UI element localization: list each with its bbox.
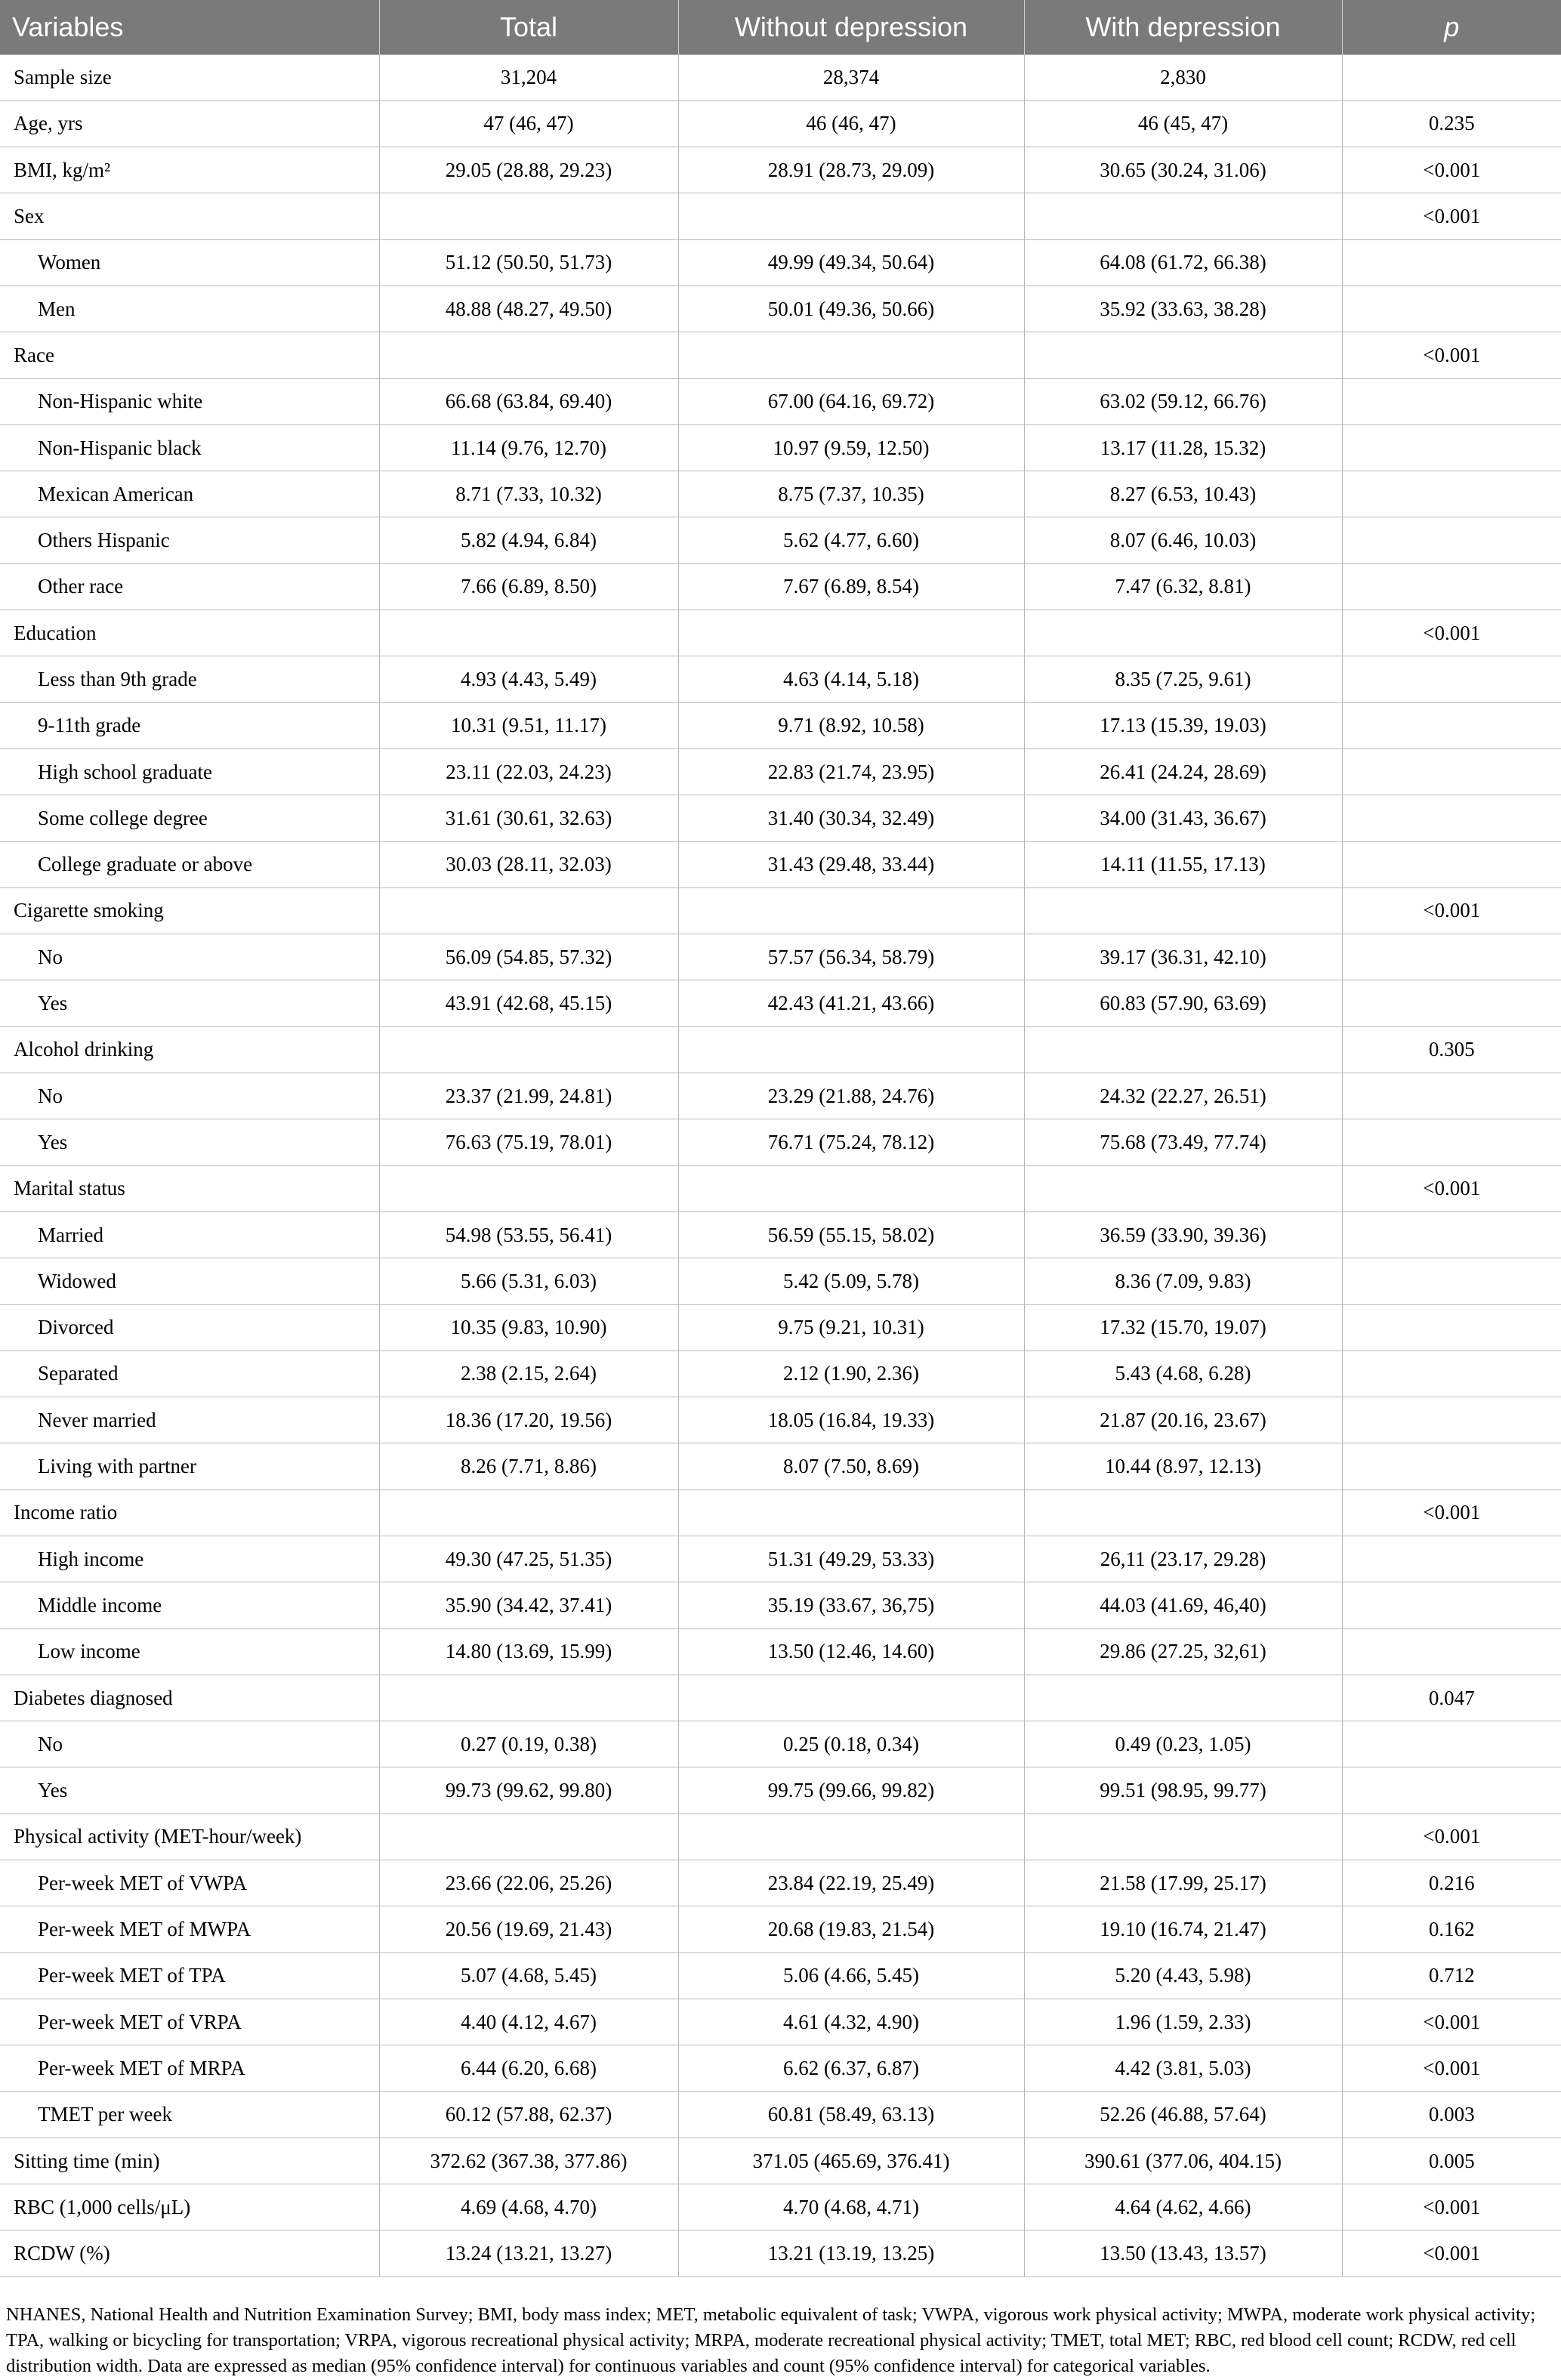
row-label: Physical activity (MET-hour/week) xyxy=(0,1814,379,1860)
cell-without-depression xyxy=(678,1675,1024,1721)
cell-p-value xyxy=(1342,934,1561,980)
cell-total: 47 (46, 47) xyxy=(379,100,678,147)
cell-without-depression: 0.25 (0.18, 0.34) xyxy=(678,1721,1024,1767)
row-label: Non-Hispanic black xyxy=(0,424,379,471)
cell-total: 4.93 (4.43, 5.49) xyxy=(379,656,678,702)
cell-without-depression: 7.67 (6.89, 8.54) xyxy=(678,563,1024,610)
table-row xyxy=(0,934,1561,980)
cell-total: 5.07 (4.68, 5.45) xyxy=(379,1952,678,1999)
table-row xyxy=(0,887,1561,934)
header-total: Total xyxy=(379,0,678,54)
cell-with-depression xyxy=(1024,887,1342,934)
cell-without-depression: 23.84 (22.19, 25.49) xyxy=(678,1860,1024,1906)
cell-p-value xyxy=(1342,1721,1561,1767)
cell-with-depression: 34.00 (31.43, 36.67) xyxy=(1024,795,1342,841)
cell-p-value: 0.005 xyxy=(1342,2138,1561,2184)
table-row xyxy=(0,2184,1561,2230)
header-with-depression: With depression xyxy=(1024,0,1342,54)
cell-without-depression: 4.61 (4.32, 4.90) xyxy=(678,1999,1024,2045)
cell-p-value: 0.162 xyxy=(1342,1906,1561,1952)
cell-without-depression: 28.91 (28.73, 29.09) xyxy=(678,147,1024,193)
table-row xyxy=(0,656,1561,702)
cell-total: 56.09 (54.85, 57.32) xyxy=(379,934,678,980)
cell-with-depression: 52.26 (46.88, 57.64) xyxy=(1024,2091,1342,2138)
cell-with-depression: 17.13 (15.39, 19.03) xyxy=(1024,702,1342,749)
cell-total: 20.56 (19.69, 21.43) xyxy=(379,1906,678,1952)
cell-with-depression: 8.36 (7.09, 9.83) xyxy=(1024,1258,1342,1304)
cell-with-depression: 4.42 (3.81, 5.03) xyxy=(1024,2045,1342,2091)
row-label: High school graduate xyxy=(0,749,379,795)
cell-with-depression: 39.17 (36.31, 42.10) xyxy=(1024,934,1342,980)
cell-total: 23.37 (21.99, 24.81) xyxy=(379,1073,678,1119)
table-row xyxy=(0,1628,1561,1675)
table-row xyxy=(0,1814,1561,1860)
cell-with-depression: 26,11 (23.17, 29.28) xyxy=(1024,1536,1342,1582)
row-label: BMI, kg/m² xyxy=(0,147,379,193)
row-label: Middle income xyxy=(0,1582,379,1628)
table-row xyxy=(0,471,1561,517)
cell-without-depression xyxy=(678,193,1024,239)
cell-p-value xyxy=(1342,286,1561,332)
cell-without-depression: 5.06 (4.66, 5.45) xyxy=(678,1952,1024,1999)
row-label: Less than 9th grade xyxy=(0,656,379,702)
cell-with-depression: 21.58 (17.99, 25.17) xyxy=(1024,1860,1342,1906)
table-row xyxy=(0,1860,1561,1906)
cell-with-depression: 8.07 (6.46, 10.03) xyxy=(1024,517,1342,563)
cell-with-depression: 36.59 (33.90, 39.36) xyxy=(1024,1212,1342,1258)
table-row xyxy=(0,1675,1561,1721)
cell-without-depression: 8.07 (7.50, 8.69) xyxy=(678,1443,1024,1489)
cell-total: 5.66 (5.31, 6.03) xyxy=(379,1258,678,1304)
row-label: Diabetes diagnosed xyxy=(0,1675,379,1721)
cell-with-depression xyxy=(1024,610,1342,656)
cell-without-depression: 49.99 (49.34, 50.64) xyxy=(678,239,1024,286)
row-label: TMET per week xyxy=(0,2091,379,2138)
cell-p-value: <0.001 xyxy=(1342,2045,1561,2091)
cell-with-depression: 64.08 (61.72, 66.38) xyxy=(1024,239,1342,286)
table-row xyxy=(0,1165,1561,1212)
cell-total: 43.91 (42.68, 45.15) xyxy=(379,980,678,1026)
cell-p-value xyxy=(1342,517,1561,563)
cell-total: 6.44 (6.20, 6.68) xyxy=(379,2045,678,2091)
cell-p-value xyxy=(1342,563,1561,610)
cell-without-depression: 23.29 (21.88, 24.76) xyxy=(678,1073,1024,1119)
cell-p-value: 0.235 xyxy=(1342,100,1561,147)
cell-total: 4.40 (4.12, 4.67) xyxy=(379,1999,678,2045)
table-row xyxy=(0,1582,1561,1628)
cell-p-value: <0.001 xyxy=(1342,1814,1561,1860)
cell-total: 51.12 (50.50, 51.73) xyxy=(379,239,678,286)
cell-with-depression: 29.86 (27.25, 32,61) xyxy=(1024,1628,1342,1675)
cell-total: 10.31 (9.51, 11.17) xyxy=(379,702,678,749)
cell-total: 23.11 (22.03, 24.23) xyxy=(379,749,678,795)
cell-p-value xyxy=(1342,1582,1561,1628)
cell-with-depression: 4.64 (4.62, 4.66) xyxy=(1024,2184,1342,2230)
cell-without-depression: 51.31 (49.29, 53.33) xyxy=(678,1536,1024,1582)
row-label: RCDW (%) xyxy=(0,2230,379,2277)
row-label: College graduate or above xyxy=(0,841,379,887)
row-label: No xyxy=(0,1721,379,1767)
cell-without-depression: 28,374 xyxy=(678,54,1024,100)
cell-total: 23.66 (22.06, 25.26) xyxy=(379,1860,678,1906)
cell-without-depression: 35.19 (33.67, 36,75) xyxy=(678,1582,1024,1628)
cell-total: 2.38 (2.15, 2.64) xyxy=(379,1351,678,1397)
cell-p-value: <0.001 xyxy=(1342,193,1561,239)
row-label: 9-11th grade xyxy=(0,702,379,749)
table-row xyxy=(0,193,1561,239)
row-label: Age, yrs xyxy=(0,100,379,147)
table-row xyxy=(0,2091,1561,2138)
cell-without-depression: 60.81 (58.49, 63.13) xyxy=(678,2091,1024,2138)
table-header xyxy=(0,0,1561,54)
cell-with-depression: 7.47 (6.32, 8.81) xyxy=(1024,563,1342,610)
cell-without-depression: 67.00 (64.16, 69.72) xyxy=(678,378,1024,424)
cell-with-depression: 46 (45, 47) xyxy=(1024,100,1342,147)
cell-total: 29.05 (28.88, 29.23) xyxy=(379,147,678,193)
table-row xyxy=(0,2045,1561,2091)
cell-p-value xyxy=(1342,378,1561,424)
cell-without-depression: 99.75 (99.66, 99.82) xyxy=(678,1767,1024,1814)
table-row xyxy=(0,702,1561,749)
cell-total xyxy=(379,1489,678,1536)
row-label: Race xyxy=(0,332,379,378)
cell-without-depression: 371.05 (465.69, 376.41) xyxy=(678,2138,1024,2184)
cell-with-depression: 44.03 (41.69, 46,40) xyxy=(1024,1582,1342,1628)
cell-with-depression: 75.68 (73.49, 77.74) xyxy=(1024,1119,1342,1165)
cell-total: 0.27 (0.19, 0.38) xyxy=(379,1721,678,1767)
row-label: Low income xyxy=(0,1628,379,1675)
table-row xyxy=(0,1721,1561,1767)
cell-with-depression: 30.65 (30.24, 31.06) xyxy=(1024,147,1342,193)
header-variables: Variables xyxy=(0,0,379,54)
cell-with-depression xyxy=(1024,1165,1342,1212)
cell-p-value: <0.001 xyxy=(1342,1999,1561,2045)
cell-p-value xyxy=(1342,1258,1561,1304)
cell-with-depression: 63.02 (59.12, 66.76) xyxy=(1024,378,1342,424)
cell-total xyxy=(379,887,678,934)
table-row xyxy=(0,517,1561,563)
row-label: No xyxy=(0,934,379,980)
table-row xyxy=(0,1073,1561,1119)
cell-without-depression xyxy=(678,1814,1024,1860)
cell-p-value: 0.712 xyxy=(1342,1952,1561,1999)
cell-without-depression: 18.05 (16.84, 19.33) xyxy=(678,1397,1024,1443)
table-row xyxy=(0,2138,1561,2184)
cell-total: 31,204 xyxy=(379,54,678,100)
table-row xyxy=(0,749,1561,795)
header-row xyxy=(0,0,1561,54)
cell-p-value xyxy=(1342,471,1561,517)
table-row xyxy=(0,1212,1561,1258)
row-label: High income xyxy=(0,1536,379,1582)
cell-total: 49.30 (47.25, 51.35) xyxy=(379,1536,678,1582)
table-row xyxy=(0,54,1561,100)
cell-without-depression: 4.70 (4.68, 4.71) xyxy=(678,2184,1024,2230)
cell-without-depression: 57.57 (56.34, 58.79) xyxy=(678,934,1024,980)
cell-total: 76.63 (75.19, 78.01) xyxy=(379,1119,678,1165)
row-label: Per-week MET of TPA xyxy=(0,1952,379,1999)
cell-with-depression: 13.50 (13.43, 13.57) xyxy=(1024,2230,1342,2277)
table-body xyxy=(0,54,1561,2277)
table-row xyxy=(0,1351,1561,1397)
cell-without-depression: 8.75 (7.37, 10.35) xyxy=(678,471,1024,517)
table-row xyxy=(0,1026,1561,1073)
cell-p-value xyxy=(1342,1073,1561,1119)
cell-without-depression xyxy=(678,1489,1024,1536)
cell-p-value xyxy=(1342,702,1561,749)
cell-p-value: <0.001 xyxy=(1342,1489,1561,1536)
table-row xyxy=(0,424,1561,471)
row-label: Women xyxy=(0,239,379,286)
cell-p-value: <0.001 xyxy=(1342,610,1561,656)
cell-p-value xyxy=(1342,1351,1561,1397)
table-row xyxy=(0,332,1561,378)
cell-p-value: <0.001 xyxy=(1342,2184,1561,2230)
cell-p-value xyxy=(1342,980,1561,1026)
table-row xyxy=(0,147,1561,193)
cell-p-value: 0.216 xyxy=(1342,1860,1561,1906)
cell-with-depression xyxy=(1024,1489,1342,1536)
table-row xyxy=(0,1119,1561,1165)
cell-without-depression: 13.50 (12.46, 14.60) xyxy=(678,1628,1024,1675)
cell-p-value xyxy=(1342,656,1561,702)
table-row xyxy=(0,795,1561,841)
cell-p-value xyxy=(1342,1212,1561,1258)
cell-total xyxy=(379,1026,678,1073)
row-label: Sitting time (min) xyxy=(0,2138,379,2184)
cell-p-value xyxy=(1342,1767,1561,1814)
cell-p-value: 0.003 xyxy=(1342,2091,1561,2138)
cell-with-depression: 390.61 (377.06, 404.15) xyxy=(1024,2138,1342,2184)
cell-p-value: <0.001 xyxy=(1342,147,1561,193)
cell-without-depression: 31.40 (30.34, 32.49) xyxy=(678,795,1024,841)
table-row xyxy=(0,100,1561,147)
row-label: Some college degree xyxy=(0,795,379,841)
cell-total: 99.73 (99.62, 99.80) xyxy=(379,1767,678,1814)
cell-with-depression: 8.27 (6.53, 10.43) xyxy=(1024,471,1342,517)
cell-with-depression: 2,830 xyxy=(1024,54,1342,100)
cell-with-depression: 8.35 (7.25, 9.61) xyxy=(1024,656,1342,702)
cell-total: 372.62 (367.38, 377.86) xyxy=(379,2138,678,2184)
cell-with-depression: 5.43 (4.68, 6.28) xyxy=(1024,1351,1342,1397)
cell-without-depression: 42.43 (41.21, 43.66) xyxy=(678,980,1024,1026)
cell-total: 7.66 (6.89, 8.50) xyxy=(379,563,678,610)
table-row xyxy=(0,841,1561,887)
cell-with-depression: 1.96 (1.59, 2.33) xyxy=(1024,1999,1342,2045)
cell-total: 11.14 (9.76, 12.70) xyxy=(379,424,678,471)
cell-p-value: <0.001 xyxy=(1342,332,1561,378)
cell-p-value xyxy=(1342,749,1561,795)
table-row xyxy=(0,1443,1561,1489)
cell-total xyxy=(379,193,678,239)
cell-total: 14.80 (13.69, 15.99) xyxy=(379,1628,678,1675)
cell-without-depression: 6.62 (6.37, 6.87) xyxy=(678,2045,1024,2091)
cell-total xyxy=(379,332,678,378)
cell-with-depression xyxy=(1024,193,1342,239)
cell-total: 8.71 (7.33, 10.32) xyxy=(379,471,678,517)
cell-total: 60.12 (57.88, 62.37) xyxy=(379,2091,678,2138)
cell-with-depression: 17.32 (15.70, 19.07) xyxy=(1024,1304,1342,1351)
cell-with-depression: 24.32 (22.27, 26.51) xyxy=(1024,1073,1342,1119)
cell-p-value xyxy=(1342,239,1561,286)
cell-p-value: <0.001 xyxy=(1342,1165,1561,1212)
cell-with-depression xyxy=(1024,1675,1342,1721)
cell-p-value xyxy=(1342,1119,1561,1165)
cell-with-depression: 5.20 (4.43, 5.98) xyxy=(1024,1952,1342,1999)
cell-p-value xyxy=(1342,424,1561,471)
cell-p-value: 0.305 xyxy=(1342,1026,1561,1073)
row-label: Separated xyxy=(0,1351,379,1397)
table-row xyxy=(0,1952,1561,1999)
cell-with-depression: 26.41 (24.24, 28.69) xyxy=(1024,749,1342,795)
cell-total: 48.88 (48.27, 49.50) xyxy=(379,286,678,332)
table-row xyxy=(0,563,1561,610)
table-row xyxy=(0,1258,1561,1304)
cell-p-value: <0.001 xyxy=(1342,887,1561,934)
table-row xyxy=(0,239,1561,286)
cell-total: 66.68 (63.84, 69.40) xyxy=(379,378,678,424)
cell-total xyxy=(379,1165,678,1212)
cell-without-depression: 9.71 (8.92, 10.58) xyxy=(678,702,1024,749)
table-row xyxy=(0,1999,1561,2045)
cell-total: 5.82 (4.94, 6.84) xyxy=(379,517,678,563)
cell-without-depression xyxy=(678,887,1024,934)
cell-with-depression xyxy=(1024,332,1342,378)
header-without-depression: Without depression xyxy=(678,0,1024,54)
row-label: Living with partner xyxy=(0,1443,379,1489)
cell-total: 18.36 (17.20, 19.56) xyxy=(379,1397,678,1443)
cell-without-depression xyxy=(678,1026,1024,1073)
cell-without-depression: 5.62 (4.77, 6.60) xyxy=(678,517,1024,563)
cell-total: 30.03 (28.11, 32.03) xyxy=(379,841,678,887)
cell-without-depression xyxy=(678,610,1024,656)
row-label: Per-week MET of VWPA xyxy=(0,1860,379,1906)
row-label: Other race xyxy=(0,563,379,610)
cell-p-value xyxy=(1342,795,1561,841)
cell-without-depression: 4.63 (4.14, 5.18) xyxy=(678,656,1024,702)
row-label: Married xyxy=(0,1212,379,1258)
cell-with-depression: 19.10 (16.74, 21.47) xyxy=(1024,1906,1342,1952)
cell-with-depression: 0.49 (0.23, 1.05) xyxy=(1024,1721,1342,1767)
cell-with-depression: 35.92 (33.63, 38.28) xyxy=(1024,286,1342,332)
table-row xyxy=(0,1489,1561,1536)
cell-without-depression: 56.59 (55.15, 58.02) xyxy=(678,1212,1024,1258)
cell-total: 13.24 (13.21, 13.27) xyxy=(379,2230,678,2277)
cell-without-depression: 9.75 (9.21, 10.31) xyxy=(678,1304,1024,1351)
row-label: No xyxy=(0,1073,379,1119)
row-label: Never married xyxy=(0,1397,379,1443)
cell-total: 35.90 (34.42, 37.41) xyxy=(379,1582,678,1628)
cell-p-value xyxy=(1342,1536,1561,1582)
cell-with-depression: 60.83 (57.90, 63.69) xyxy=(1024,980,1342,1026)
row-label: Non-Hispanic white xyxy=(0,378,379,424)
cell-p-value xyxy=(1342,54,1561,100)
cell-with-depression xyxy=(1024,1814,1342,1860)
table-row xyxy=(0,1536,1561,1582)
table-row xyxy=(0,980,1561,1026)
cell-with-depression: 10.44 (8.97, 12.13) xyxy=(1024,1443,1342,1489)
row-label: Education xyxy=(0,610,379,656)
row-label: Others Hispanic xyxy=(0,517,379,563)
cell-without-depression: 20.68 (19.83, 21.54) xyxy=(678,1906,1024,1952)
cell-with-depression: 13.17 (11.28, 15.32) xyxy=(1024,424,1342,471)
table-row xyxy=(0,1767,1561,1814)
cell-without-depression xyxy=(678,332,1024,378)
cell-total: 31.61 (30.61, 32.63) xyxy=(379,795,678,841)
table-row xyxy=(0,286,1561,332)
row-label: Cigarette smoking xyxy=(0,887,379,934)
cell-total: 4.69 (4.68, 4.70) xyxy=(379,2184,678,2230)
row-label: Yes xyxy=(0,1119,379,1165)
row-label: Alcohol drinking xyxy=(0,1026,379,1073)
cell-with-depression xyxy=(1024,1026,1342,1073)
cell-with-depression: 21.87 (20.16, 23.67) xyxy=(1024,1397,1342,1443)
row-label: Divorced xyxy=(0,1304,379,1351)
row-label: Income ratio xyxy=(0,1489,379,1536)
cell-without-depression: 10.97 (9.59, 12.50) xyxy=(678,424,1024,471)
cell-total xyxy=(379,610,678,656)
cell-p-value: 0.047 xyxy=(1342,1675,1561,1721)
row-label: Yes xyxy=(0,980,379,1026)
row-label: Sex xyxy=(0,193,379,239)
row-label: Yes xyxy=(0,1767,379,1814)
table-row xyxy=(0,1397,1561,1443)
cell-without-depression: 2.12 (1.90, 2.36) xyxy=(678,1351,1024,1397)
table-row xyxy=(0,610,1561,656)
table-footnote: NHANES, National Health and Nutrition Examination Survey; BMI, body mass index; MET, metabolic equivalent of task; VWPA, vigorous work physical activity; MWPA, moderate work physical activity; TPA, walking or bicycling for transportation; VRPA, vigorous recreational physical activity; MRPA, moderate recreational physical activity; TMET, total MET; RBC, red blood cell count; RCDW, red cell distribution width. Data are expressed as median (95% confidence interval) for continuous variables and count (95% confidence interval) for categorical variables. xyxy=(6,2304,1536,2376)
cell-p-value xyxy=(1342,841,1561,887)
cell-total: 54.98 (53.55, 56.41) xyxy=(379,1212,678,1258)
table-row xyxy=(0,378,1561,424)
cell-without-depression: 22.83 (21.74, 23.95) xyxy=(678,749,1024,795)
cell-without-depression xyxy=(678,1165,1024,1212)
cell-without-depression: 13.21 (13.19, 13.25) xyxy=(678,2230,1024,2277)
table-row xyxy=(0,1906,1561,1952)
row-label: Men xyxy=(0,286,379,332)
header-p-value: p xyxy=(1444,11,1460,42)
cell-without-depression: 31.43 (29.48, 33.44) xyxy=(678,841,1024,887)
row-label: Per-week MET of MWPA xyxy=(0,1906,379,1952)
row-label: Sample size xyxy=(0,54,379,100)
cell-with-depression: 99.51 (98.95, 99.77) xyxy=(1024,1767,1342,1814)
cell-total: 10.35 (9.83, 10.90) xyxy=(379,1304,678,1351)
row-label: RBC (1,000 cells/μL) xyxy=(0,2184,379,2230)
cell-p-value xyxy=(1342,1443,1561,1489)
cell-p-value xyxy=(1342,1628,1561,1675)
row-label: Per-week MET of MRPA xyxy=(0,2045,379,2091)
table-row xyxy=(0,1304,1561,1351)
cell-total xyxy=(379,1675,678,1721)
table-row xyxy=(0,2230,1561,2277)
cell-without-depression: 76.71 (75.24, 78.12) xyxy=(678,1119,1024,1165)
cell-p-value: <0.001 xyxy=(1342,2230,1561,2277)
cell-total: 8.26 (7.71, 8.86) xyxy=(379,1443,678,1489)
cell-total xyxy=(379,1814,678,1860)
cell-without-depression: 46 (46, 47) xyxy=(678,100,1024,147)
row-label: Marital status xyxy=(0,1165,379,1212)
cell-without-depression: 5.42 (5.09, 5.78) xyxy=(678,1258,1024,1304)
row-label: Widowed xyxy=(0,1258,379,1304)
cell-p-value xyxy=(1342,1397,1561,1443)
row-label: Per-week MET of VRPA xyxy=(0,1999,379,2045)
row-label: Mexican American xyxy=(0,471,379,517)
cell-with-depression: 14.11 (11.55, 17.13) xyxy=(1024,841,1342,887)
cell-p-value xyxy=(1342,1304,1561,1351)
cell-without-depression: 50.01 (49.36, 50.66) xyxy=(678,286,1024,332)
